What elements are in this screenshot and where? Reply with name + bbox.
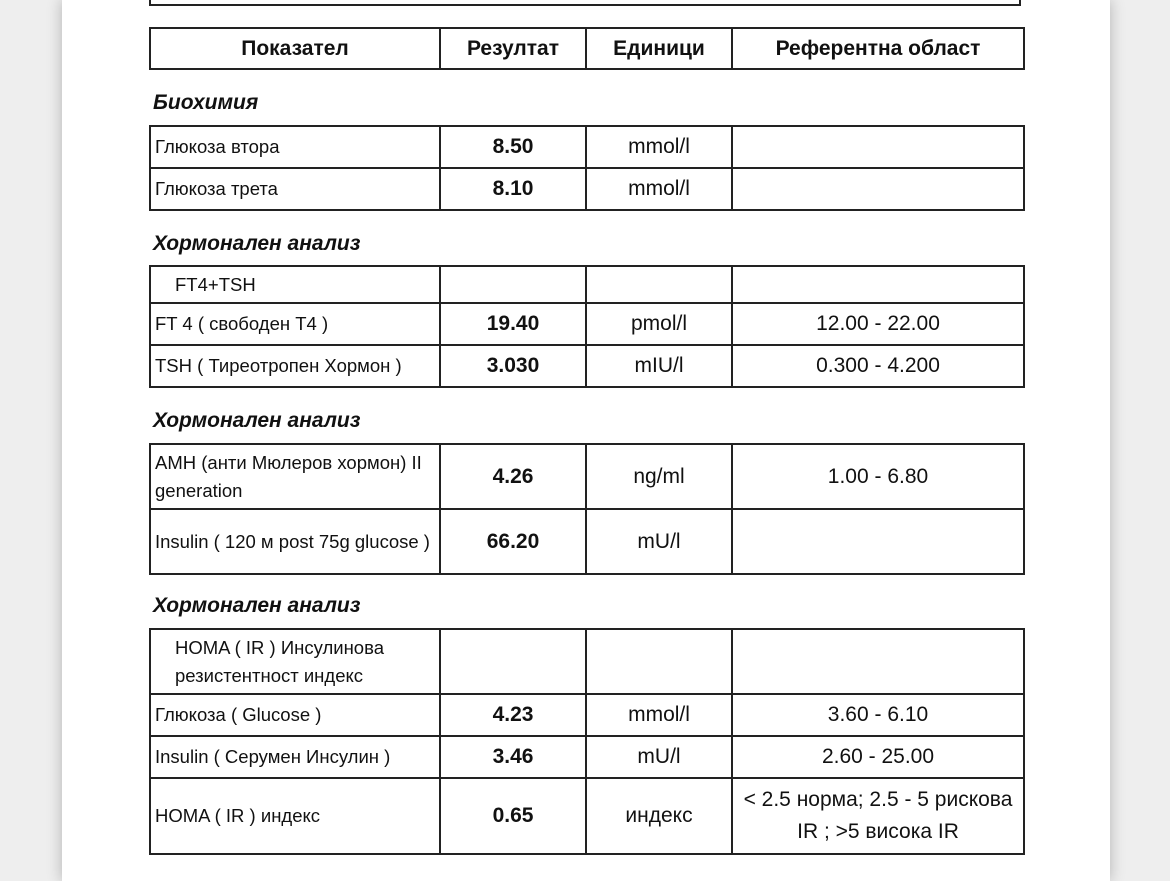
header-indicator: Показател [150,28,440,69]
biochemistry-table [149,125,1025,211]
row-value: 8.10 [440,168,586,210]
row-value: 19.40 [440,303,586,345]
table-row [150,303,1024,345]
row-unit: mmol/l [586,694,732,736]
row-name: AMH (анти Мюлеров хормон) II generation [150,444,440,509]
table-row [150,629,1024,694]
row-unit [586,266,732,303]
row-value: 4.23 [440,694,586,736]
table-row [150,736,1024,778]
table-row [150,509,1024,574]
row-value: 3.46 [440,736,586,778]
section-title-hormonal-2: Хормонален анализ [153,409,361,432]
row-ref: 0.300 - 4.200 [732,345,1024,387]
row-name: Insulin ( 120 м post 75g glucose ) [150,509,440,574]
header-row [150,28,1024,69]
row-name: TSH ( Тиреотропен Хормон ) [150,345,440,387]
row-name: Insulin ( Серумен Инсулин ) [150,736,440,778]
previous-table-bottom [149,0,1021,6]
header-table [149,27,1025,70]
header-result: Резултат [440,28,586,69]
row-unit: ng/ml [586,444,732,509]
table-row [150,778,1024,854]
row-unit: mmol/l [586,168,732,210]
row-value: 4.26 [440,444,586,509]
row-ref [732,168,1024,210]
row-name: HOMA ( IR ) Инсулинова резистентност индекс [150,629,440,694]
row-name: Глюкоза трета [150,168,440,210]
row-ref [732,266,1024,303]
row-unit: mIU/l [586,345,732,387]
row-value [440,629,586,694]
row-value: 3.030 [440,345,586,387]
row-unit: mU/l [586,509,732,574]
row-unit [586,629,732,694]
table-row [150,126,1024,168]
row-name: Глюкоза втора [150,126,440,168]
row-unit: pmol/l [586,303,732,345]
row-unit: mmol/l [586,126,732,168]
row-value: 0.65 [440,778,586,854]
row-ref [732,629,1024,694]
hormonal-table-3 [149,628,1025,855]
table-row [150,168,1024,210]
hormonal-table-1 [149,265,1025,388]
table-row [150,444,1024,509]
row-name: FT 4 ( свободен T4 ) [150,303,440,345]
row-value: 66.20 [440,509,586,574]
row-ref: 1.00 - 6.80 [732,444,1024,509]
row-ref [732,126,1024,168]
table-row [150,694,1024,736]
table-row [150,345,1024,387]
row-name: Глюкоза ( Glucose ) [150,694,440,736]
row-ref [732,509,1024,574]
row-ref: < 2.5 норма; 2.5 - 5 рискова IR ; >5 висока IR [732,778,1024,854]
row-ref: 3.60 - 6.10 [732,694,1024,736]
row-unit: mU/l [586,736,732,778]
section-title-biochemistry: Биохимия [153,91,259,114]
table-row [150,266,1024,303]
row-unit: индекс [586,778,732,854]
header-units: Единици [586,28,732,69]
row-value: 8.50 [440,126,586,168]
row-ref: 2.60 - 25.00 [732,736,1024,778]
header-reference: Референтна област [732,28,1024,69]
hormonal-table-2 [149,443,1025,575]
row-value [440,266,586,303]
row-ref: 12.00 - 22.00 [732,303,1024,345]
row-name: HOMA ( IR ) индекс [150,778,440,854]
section-title-hormonal-3: Хормонален анализ [153,594,361,617]
row-name: FT4+TSH [150,266,440,303]
section-title-hormonal-1: Хормонален анализ [153,232,361,255]
